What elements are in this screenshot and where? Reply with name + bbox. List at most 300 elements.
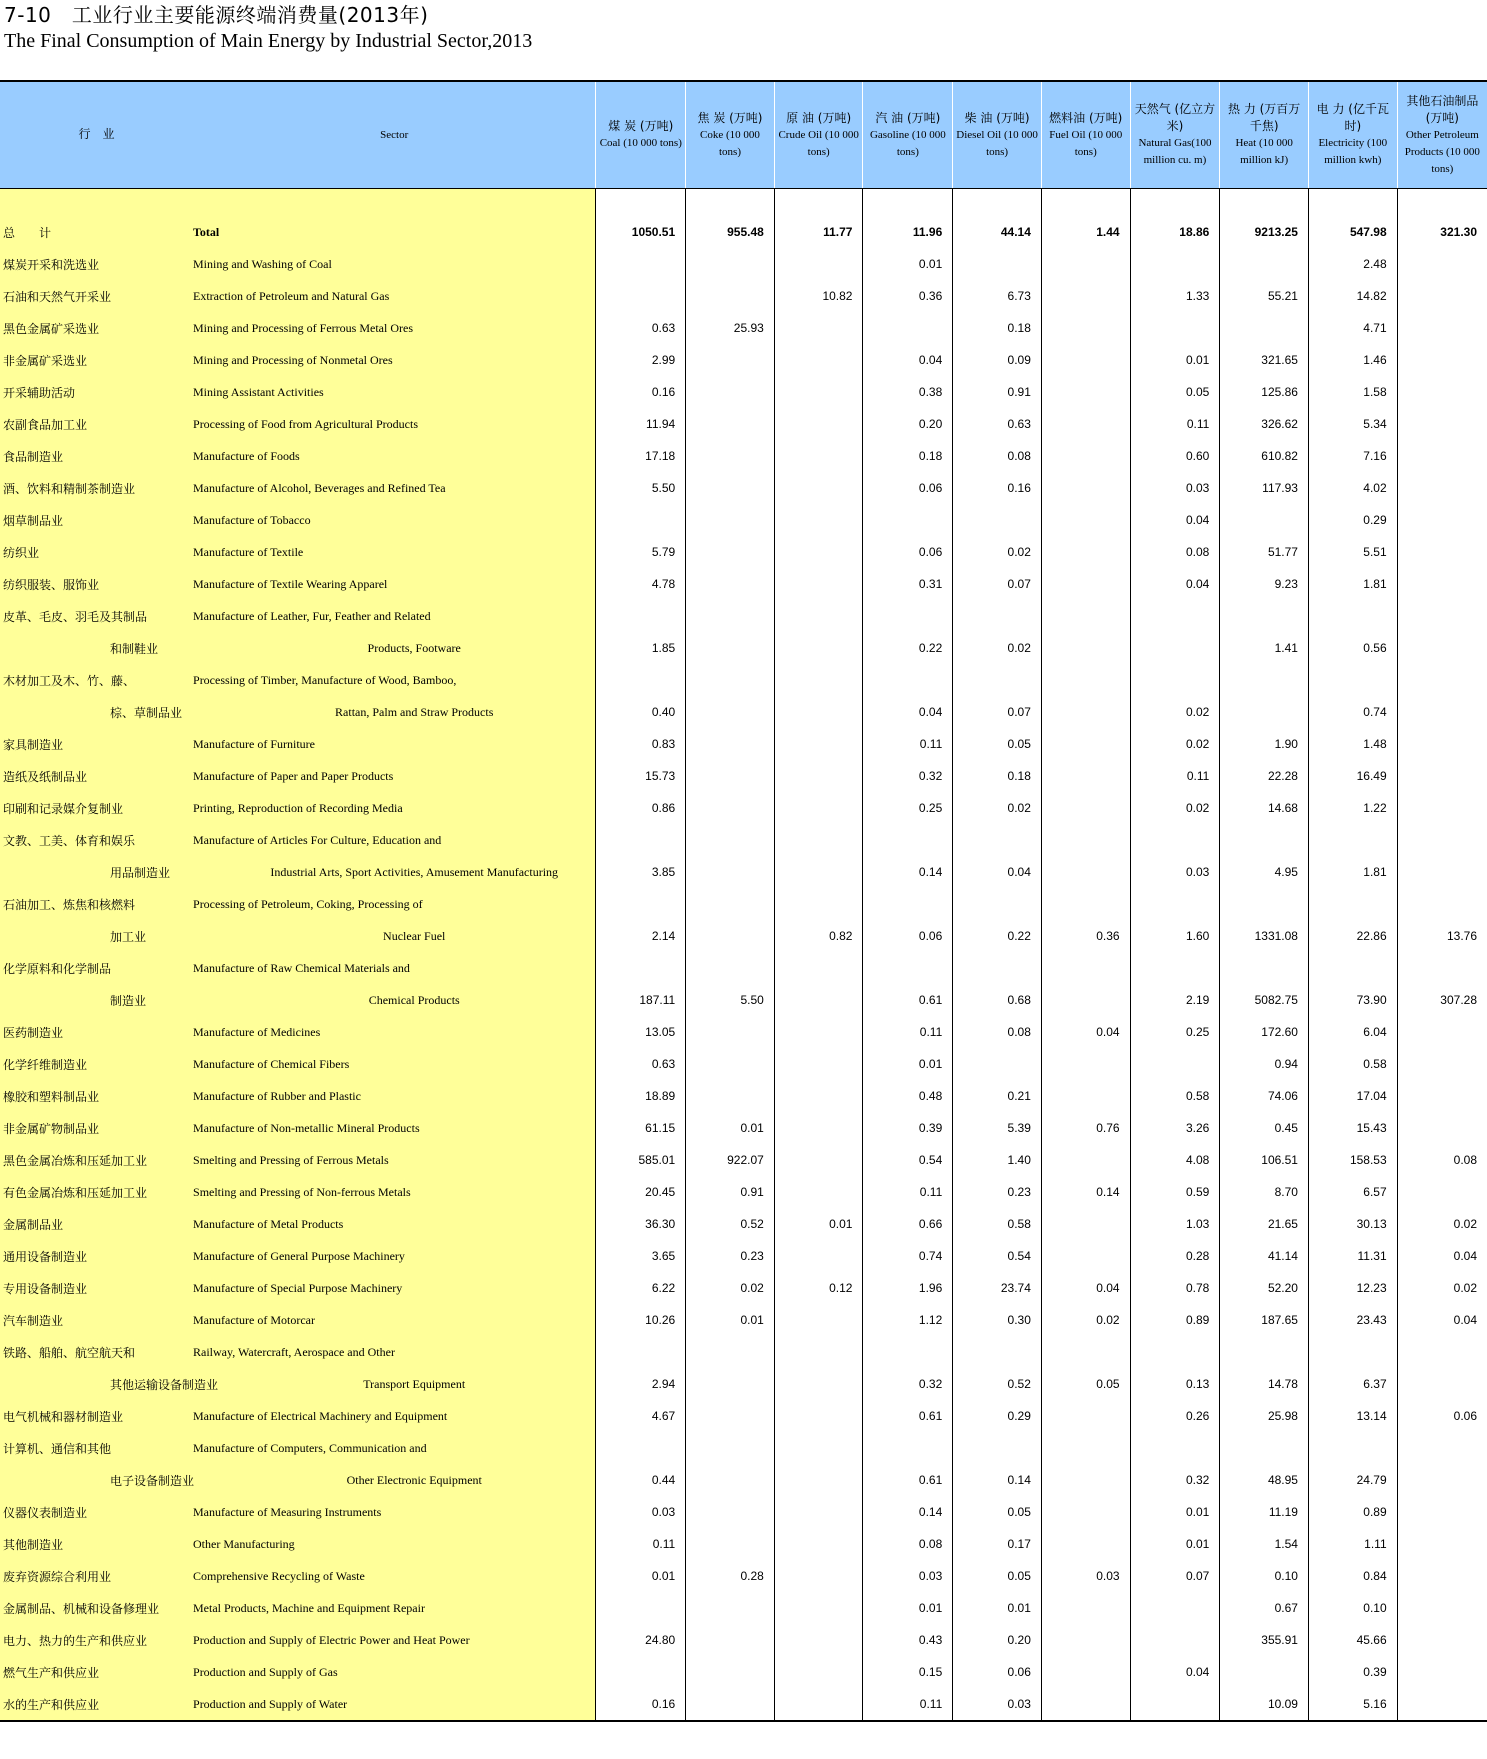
row-sector-en: Mining Assistant Activities <box>193 376 596 408</box>
row-value-cell <box>1041 1080 1130 1112</box>
table-row <box>0 632 1487 664</box>
row-value-cell: 0.10 <box>1308 1592 1397 1624</box>
row-value-cell <box>774 1112 863 1144</box>
row-value-cell: 106.51 <box>1220 1144 1309 1176</box>
row-value-cell <box>1130 312 1220 344</box>
row-value-cell <box>1041 1624 1130 1656</box>
row-value-cell <box>863 504 953 536</box>
row-value-cell <box>1041 408 1130 440</box>
row-sector-en: Railway, Watercraft, Aerospace and Other <box>193 1336 596 1368</box>
row-value-cell: 11.94 <box>596 408 686 440</box>
row-value-cell <box>1041 856 1130 888</box>
row-value-cell <box>1041 312 1130 344</box>
row-value-cell: 0.38 <box>863 376 953 408</box>
row-value-cell: 6.37 <box>1308 1368 1397 1400</box>
row-value-cell: 4.02 <box>1308 472 1397 504</box>
row-value-cell <box>774 1336 863 1368</box>
row-value-cell <box>1397 1176 1487 1208</box>
page-title-en: The Final Consumption of Main Energy by Industrial Sector,2013 <box>4 30 533 52</box>
row-value-cell <box>774 1240 863 1272</box>
row-sector-cn: 烟草制品业 <box>0 504 193 536</box>
row-value-cell: 1050.51 <box>596 216 686 248</box>
row-sector-en: Rattan, Palm and Straw Products <box>193 696 596 728</box>
row-value-cell: 1.90 <box>1220 728 1309 760</box>
row-value-cell: 0.01 <box>686 1304 775 1336</box>
row-value-cell: 0.08 <box>1397 1144 1487 1176</box>
row-value-cell: 0.01 <box>863 248 953 280</box>
row-value-cell <box>953 664 1042 696</box>
row-value-cell <box>1397 760 1487 792</box>
row-value-cell <box>1308 1432 1397 1464</box>
row-value-cell: 0.54 <box>953 1240 1042 1272</box>
row-value-cell <box>774 600 863 632</box>
row-value-cell: 24.79 <box>1308 1464 1397 1496</box>
row-value-cell: 0.18 <box>953 312 1042 344</box>
row-value-cell: 0.43 <box>863 1624 953 1656</box>
row-value-cell: 0.40 <box>596 696 686 728</box>
row-sector-en: Manufacture of Electrical Machinery and Equipment <box>193 1400 596 1432</box>
row-value-cell: 158.53 <box>1308 1144 1397 1176</box>
row-value-cell: 25.98 <box>1220 1400 1309 1432</box>
row-value-cell <box>596 1656 686 1688</box>
row-sector-cn: 电气机械和器材制造业 <box>0 1400 193 1432</box>
row-value-cell <box>1041 824 1130 856</box>
row-sector-cn: 黑色金属冶炼和压延加工业 <box>0 1144 193 1176</box>
table-row <box>0 1656 1487 1688</box>
row-value-cell: 9.23 <box>1220 568 1309 600</box>
row-value-cell <box>686 664 775 696</box>
row-value-cell: 0.05 <box>953 728 1042 760</box>
row-value-cell: 0.01 <box>1130 1496 1220 1528</box>
row-value-cell <box>1220 1656 1309 1688</box>
row-value-cell: 0.23 <box>686 1240 775 1272</box>
row-value-cell: 187.11 <box>596 984 686 1016</box>
row-sector-en: Manufacture of Textile <box>193 536 596 568</box>
table-row <box>0 1368 1487 1400</box>
row-value-cell: 0.60 <box>1130 440 1220 472</box>
row-value-cell: 0.06 <box>863 920 953 952</box>
row-value-cell: 7.16 <box>1308 440 1397 472</box>
row-value-cell: 5.39 <box>953 1112 1042 1144</box>
row-value-cell: 0.06 <box>1397 1400 1487 1432</box>
row-value-cell <box>1397 824 1487 856</box>
row-value-cell: 5.50 <box>596 472 686 504</box>
row-value-cell <box>1397 888 1487 920</box>
row-value-cell: 44.14 <box>953 216 1042 248</box>
row-value-cell: 2.48 <box>1308 248 1397 280</box>
row-value-cell: 0.68 <box>953 984 1042 1016</box>
row-value-cell: 0.89 <box>1308 1496 1397 1528</box>
table-row <box>0 344 1487 376</box>
row-value-cell <box>863 1432 953 1464</box>
row-value-cell <box>774 1048 863 1080</box>
table-row <box>0 1048 1487 1080</box>
row-value-cell <box>1397 440 1487 472</box>
row-value-cell <box>1397 248 1487 280</box>
row-value-cell <box>1397 1464 1487 1496</box>
row-value-cell: 0.14 <box>1041 1176 1130 1208</box>
row-value-cell <box>1397 1592 1487 1624</box>
row-value-cell <box>1397 856 1487 888</box>
table-row <box>0 1528 1487 1560</box>
row-value-cell <box>953 1336 1042 1368</box>
row-value-cell: 1.11 <box>1308 1528 1397 1560</box>
row-sector-en: Manufacture of Chemical Fibers <box>193 1048 596 1080</box>
row-value-cell: 1.96 <box>863 1272 953 1304</box>
row-value-cell: 9213.25 <box>1220 216 1309 248</box>
table-row <box>0 216 1487 248</box>
row-value-cell: 0.25 <box>863 792 953 824</box>
table-row <box>0 760 1487 792</box>
row-value-cell: 73.90 <box>1308 984 1397 1016</box>
row-value-cell: 41.14 <box>1220 1240 1309 1272</box>
row-sector-cn: 制造业 <box>0 984 193 1016</box>
row-value-cell <box>596 1336 686 1368</box>
row-sector-en: Production and Supply of Water <box>193 1688 596 1721</box>
row-value-cell: 1.46 <box>1308 344 1397 376</box>
row-value-cell: 2.14 <box>596 920 686 952</box>
row-value-cell <box>686 856 775 888</box>
row-value-cell <box>774 1368 863 1400</box>
table-row <box>0 376 1487 408</box>
row-value-cell: 0.32 <box>1130 1464 1220 1496</box>
row-sector-en: Manufacture of Special Purpose Machinery <box>193 1272 596 1304</box>
row-value-cell <box>1130 1624 1220 1656</box>
row-value-cell: 0.31 <box>863 568 953 600</box>
row-value-cell: 0.07 <box>953 568 1042 600</box>
row-value-cell <box>774 472 863 504</box>
row-sector-en: Transport Equipment <box>193 1368 596 1400</box>
row-value-cell <box>1397 568 1487 600</box>
row-value-cell: 0.07 <box>1130 1560 1220 1592</box>
row-value-cell <box>1041 1336 1130 1368</box>
row-sector-cn: 水的生产和供应业 <box>0 1688 193 1721</box>
row-value-cell <box>686 1336 775 1368</box>
header-coke: 焦 炭 (万吨) Coke (10 000 tons) <box>686 81 775 189</box>
row-value-cell: 0.03 <box>1130 472 1220 504</box>
row-sector-cn: 非金属矿采选业 <box>0 344 193 376</box>
row-sector-en: Manufacture of Motorcar <box>193 1304 596 1336</box>
row-value-cell <box>686 1688 775 1721</box>
row-sector-en: Nuclear Fuel <box>193 920 596 952</box>
row-value-cell: 10.09 <box>1220 1688 1309 1721</box>
row-value-cell: 45.66 <box>1308 1624 1397 1656</box>
row-value-cell <box>686 728 775 760</box>
row-value-cell <box>1397 1432 1487 1464</box>
row-value-cell <box>774 568 863 600</box>
row-value-cell: 0.30 <box>953 1304 1042 1336</box>
row-value-cell <box>686 568 775 600</box>
row-sector-en: Smelting and Pressing of Ferrous Metals <box>193 1144 596 1176</box>
row-value-cell: 0.82 <box>774 920 863 952</box>
row-value-cell: 22.86 <box>1308 920 1397 952</box>
row-value-cell: 30.13 <box>1308 1208 1397 1240</box>
row-sector-en: Mining and Processing of Ferrous Metal Ores <box>193 312 596 344</box>
row-sector-cn: 仪器仪表制造业 <box>0 1496 193 1528</box>
header-fuel-oil: 燃料油 (万吨) Fuel Oil (10 000 tons) <box>1041 81 1130 189</box>
row-value-cell <box>953 1432 1042 1464</box>
row-value-cell: 0.08 <box>953 1016 1042 1048</box>
row-value-cell <box>1041 1400 1130 1432</box>
row-value-cell: 51.77 <box>1220 536 1309 568</box>
row-value-cell: 1331.08 <box>1220 920 1309 952</box>
row-value-cell: 0.04 <box>1041 1016 1130 1048</box>
row-value-cell <box>1397 1560 1487 1592</box>
row-value-cell: 0.45 <box>1220 1112 1309 1144</box>
row-value-cell <box>1397 1016 1487 1048</box>
row-value-cell <box>1397 1656 1487 1688</box>
row-value-cell: 55.21 <box>1220 280 1309 312</box>
row-value-cell <box>774 408 863 440</box>
row-sector-cn: 酒、饮料和精制茶制造业 <box>0 472 193 504</box>
row-value-cell <box>1220 312 1309 344</box>
row-value-cell: 0.04 <box>1397 1304 1487 1336</box>
row-value-cell: 0.13 <box>1130 1368 1220 1400</box>
row-value-cell: 307.28 <box>1397 984 1487 1016</box>
row-value-cell: 4.71 <box>1308 312 1397 344</box>
row-value-cell <box>596 952 686 984</box>
row-value-cell <box>1130 1432 1220 1464</box>
row-value-cell: 0.48 <box>863 1080 953 1112</box>
row-value-cell: 11.77 <box>774 216 863 248</box>
row-value-cell <box>596 888 686 920</box>
row-value-cell: 0.14 <box>863 856 953 888</box>
row-value-cell: 0.21 <box>953 1080 1042 1112</box>
row-value-cell: 321.65 <box>1220 344 1309 376</box>
row-value-cell <box>1041 888 1130 920</box>
row-value-cell <box>774 1304 863 1336</box>
row-value-cell: 5.34 <box>1308 408 1397 440</box>
row-value-cell <box>1130 1688 1220 1721</box>
row-value-cell: 0.06 <box>863 472 953 504</box>
row-value-cell <box>774 824 863 856</box>
row-value-cell: 48.95 <box>1220 1464 1309 1496</box>
row-value-cell <box>686 1624 775 1656</box>
row-value-cell <box>1041 952 1130 984</box>
row-sector-en: Manufacture of Leather, Fur, Feather and Related <box>193 600 596 632</box>
row-value-cell: 0.36 <box>863 280 953 312</box>
row-value-cell <box>774 248 863 280</box>
row-value-cell <box>1397 536 1487 568</box>
row-value-cell: 3.85 <box>596 856 686 888</box>
row-value-cell: 0.12 <box>774 1272 863 1304</box>
row-value-cell <box>1041 504 1130 536</box>
row-value-cell: 2.99 <box>596 344 686 376</box>
row-value-cell: 5.51 <box>1308 536 1397 568</box>
row-value-cell <box>1397 1080 1487 1112</box>
row-value-cell <box>686 1496 775 1528</box>
row-value-cell: 0.22 <box>863 632 953 664</box>
row-value-cell: 1.81 <box>1308 568 1397 600</box>
row-value-cell: 10.82 <box>774 280 863 312</box>
row-value-cell: 0.74 <box>1308 696 1397 728</box>
row-value-cell: 18.89 <box>596 1080 686 1112</box>
row-value-cell <box>1130 600 1220 632</box>
row-sector-cn: 计算机、通信和其他 <box>0 1432 193 1464</box>
row-sector-en: Manufacture of Computers, Communication and <box>193 1432 596 1464</box>
row-value-cell <box>1041 1496 1130 1528</box>
row-sector-en: Metal Products, Machine and Equipment Repair <box>193 1592 596 1624</box>
row-value-cell: 0.03 <box>1041 1560 1130 1592</box>
row-value-cell: 0.58 <box>1308 1048 1397 1080</box>
row-value-cell: 5082.75 <box>1220 984 1309 1016</box>
row-value-cell: 18.86 <box>1130 216 1220 248</box>
row-sector-cn: 通用设备制造业 <box>0 1240 193 1272</box>
row-value-cell: 0.11 <box>596 1528 686 1560</box>
row-sector-cn: 非金属矿物制品业 <box>0 1112 193 1144</box>
row-value-cell: 0.11 <box>1130 760 1220 792</box>
row-value-cell <box>1308 952 1397 984</box>
row-sector-en: Production and Supply of Electric Power and Heat Power <box>193 1624 596 1656</box>
row-value-cell: 0.89 <box>1130 1304 1220 1336</box>
row-value-cell: 0.15 <box>863 1656 953 1688</box>
row-value-cell: 2.94 <box>596 1368 686 1400</box>
row-value-cell: 0.06 <box>953 1656 1042 1688</box>
row-value-cell <box>863 600 953 632</box>
row-value-cell <box>1220 1336 1309 1368</box>
row-value-cell: 0.02 <box>953 632 1042 664</box>
row-value-cell <box>1397 472 1487 504</box>
row-value-cell <box>774 632 863 664</box>
row-value-cell: 0.04 <box>1041 1272 1130 1304</box>
row-value-cell: 0.36 <box>1041 920 1130 952</box>
table-row <box>0 664 1487 696</box>
row-value-cell: 4.08 <box>1130 1144 1220 1176</box>
table-row <box>0 1240 1487 1272</box>
row-value-cell: 0.07 <box>953 696 1042 728</box>
row-value-cell <box>596 280 686 312</box>
row-value-cell: 187.65 <box>1220 1304 1309 1336</box>
row-sector-cn: 纺织服装、服饰业 <box>0 568 193 600</box>
row-value-cell: 326.62 <box>1220 408 1309 440</box>
row-value-cell <box>1308 664 1397 696</box>
table-row <box>0 888 1487 920</box>
row-value-cell: 0.05 <box>1041 1368 1130 1400</box>
row-value-cell <box>1397 1336 1487 1368</box>
row-sector-en: Total <box>193 216 596 248</box>
row-value-cell <box>774 888 863 920</box>
header-sector-cn: 行 业 <box>0 81 193 189</box>
row-value-cell <box>774 1496 863 1528</box>
row-value-cell <box>1397 376 1487 408</box>
row-value-cell <box>686 1432 775 1464</box>
row-value-cell: 16.49 <box>1308 760 1397 792</box>
row-value-cell: 11.19 <box>1220 1496 1309 1528</box>
row-value-cell <box>1397 952 1487 984</box>
row-value-cell <box>774 760 863 792</box>
header-other-petroleum: 其他石油制品(万吨) Other Petroleum Products (10 000 tons) <box>1397 81 1487 189</box>
row-value-cell <box>596 1432 686 1464</box>
row-value-cell: 1.81 <box>1308 856 1397 888</box>
row-value-cell: 0.16 <box>953 472 1042 504</box>
row-value-cell <box>1041 1048 1130 1080</box>
row-value-cell <box>1220 696 1309 728</box>
row-value-cell: 0.28 <box>686 1560 775 1592</box>
row-value-cell: 0.01 <box>686 1112 775 1144</box>
row-value-cell <box>1397 1048 1487 1080</box>
row-value-cell: 0.02 <box>953 792 1042 824</box>
row-value-cell <box>596 664 686 696</box>
table-body <box>0 189 1487 1722</box>
row-value-cell <box>596 1592 686 1624</box>
row-sector-cn: 木材加工及木、竹、藤、 <box>0 664 193 696</box>
row-sector-cn: 专用设备制造业 <box>0 1272 193 1304</box>
row-value-cell <box>1041 376 1130 408</box>
row-value-cell <box>1397 1624 1487 1656</box>
row-value-cell <box>1397 664 1487 696</box>
row-sector-cn: 加工业 <box>0 920 193 952</box>
row-value-cell <box>596 600 686 632</box>
table-row <box>0 1560 1487 1592</box>
row-value-cell: 0.01 <box>863 1048 953 1080</box>
row-value-cell <box>774 440 863 472</box>
row-value-cell: 0.16 <box>596 1688 686 1721</box>
row-sector-cn: 化学原料和化学制品 <box>0 952 193 984</box>
row-value-cell: 17.18 <box>596 440 686 472</box>
row-value-cell <box>1130 1592 1220 1624</box>
row-value-cell <box>863 824 953 856</box>
row-value-cell <box>686 248 775 280</box>
row-value-cell <box>686 696 775 728</box>
row-value-cell <box>1041 1240 1130 1272</box>
row-value-cell: 0.83 <box>596 728 686 760</box>
row-value-cell: 0.32 <box>863 1368 953 1400</box>
row-value-cell: 1.54 <box>1220 1528 1309 1560</box>
row-value-cell <box>774 728 863 760</box>
table-row <box>0 280 1487 312</box>
row-sector-cn: 橡胶和塑料制品业 <box>0 1080 193 1112</box>
row-value-cell: 0.74 <box>863 1240 953 1272</box>
table-row <box>0 1496 1487 1528</box>
row-value-cell <box>863 1336 953 1368</box>
row-sector-cn: 铁路、船舶、航空航天和 <box>0 1336 193 1368</box>
table-row <box>0 248 1487 280</box>
row-value-cell <box>1220 952 1309 984</box>
row-sector-cn: 开采辅助活动 <box>0 376 193 408</box>
row-value-cell: 1.33 <box>1130 280 1220 312</box>
row-value-cell: 0.63 <box>953 408 1042 440</box>
row-sector-cn: 石油和天然气开采业 <box>0 280 193 312</box>
row-value-cell: 3.26 <box>1130 1112 1220 1144</box>
row-value-cell: 14.78 <box>1220 1368 1309 1400</box>
header-gasoline: 汽 油 (万吨) Gasoline (10 000 tons) <box>863 81 953 189</box>
row-value-cell <box>686 408 775 440</box>
row-value-cell <box>1041 760 1130 792</box>
row-value-cell: 6.04 <box>1308 1016 1397 1048</box>
row-value-cell <box>686 344 775 376</box>
row-value-cell <box>1397 504 1487 536</box>
row-value-cell <box>953 1048 1042 1080</box>
row-value-cell: 0.08 <box>863 1528 953 1560</box>
table-row <box>0 1432 1487 1464</box>
row-value-cell <box>1308 600 1397 632</box>
row-sector-en: Manufacture of Raw Chemical Materials and <box>193 952 596 984</box>
header-row <box>0 81 1487 189</box>
row-value-cell: 21.65 <box>1220 1208 1309 1240</box>
row-value-cell <box>686 1464 775 1496</box>
page-title-cn: 7-10 工业行业主要能源终端消费量(2013年) <box>4 3 429 27</box>
row-value-cell: 17.04 <box>1308 1080 1397 1112</box>
row-value-cell <box>1041 1208 1130 1240</box>
row-value-cell <box>1397 1528 1487 1560</box>
row-value-cell: 0.39 <box>863 1112 953 1144</box>
row-value-cell <box>774 1080 863 1112</box>
row-value-cell <box>774 1528 863 1560</box>
row-value-cell <box>774 1560 863 1592</box>
row-value-cell <box>686 376 775 408</box>
header-electricity: 电 力 (亿千瓦时) Electricity (100 million kwh) <box>1308 81 1397 189</box>
row-value-cell <box>1041 1528 1130 1560</box>
